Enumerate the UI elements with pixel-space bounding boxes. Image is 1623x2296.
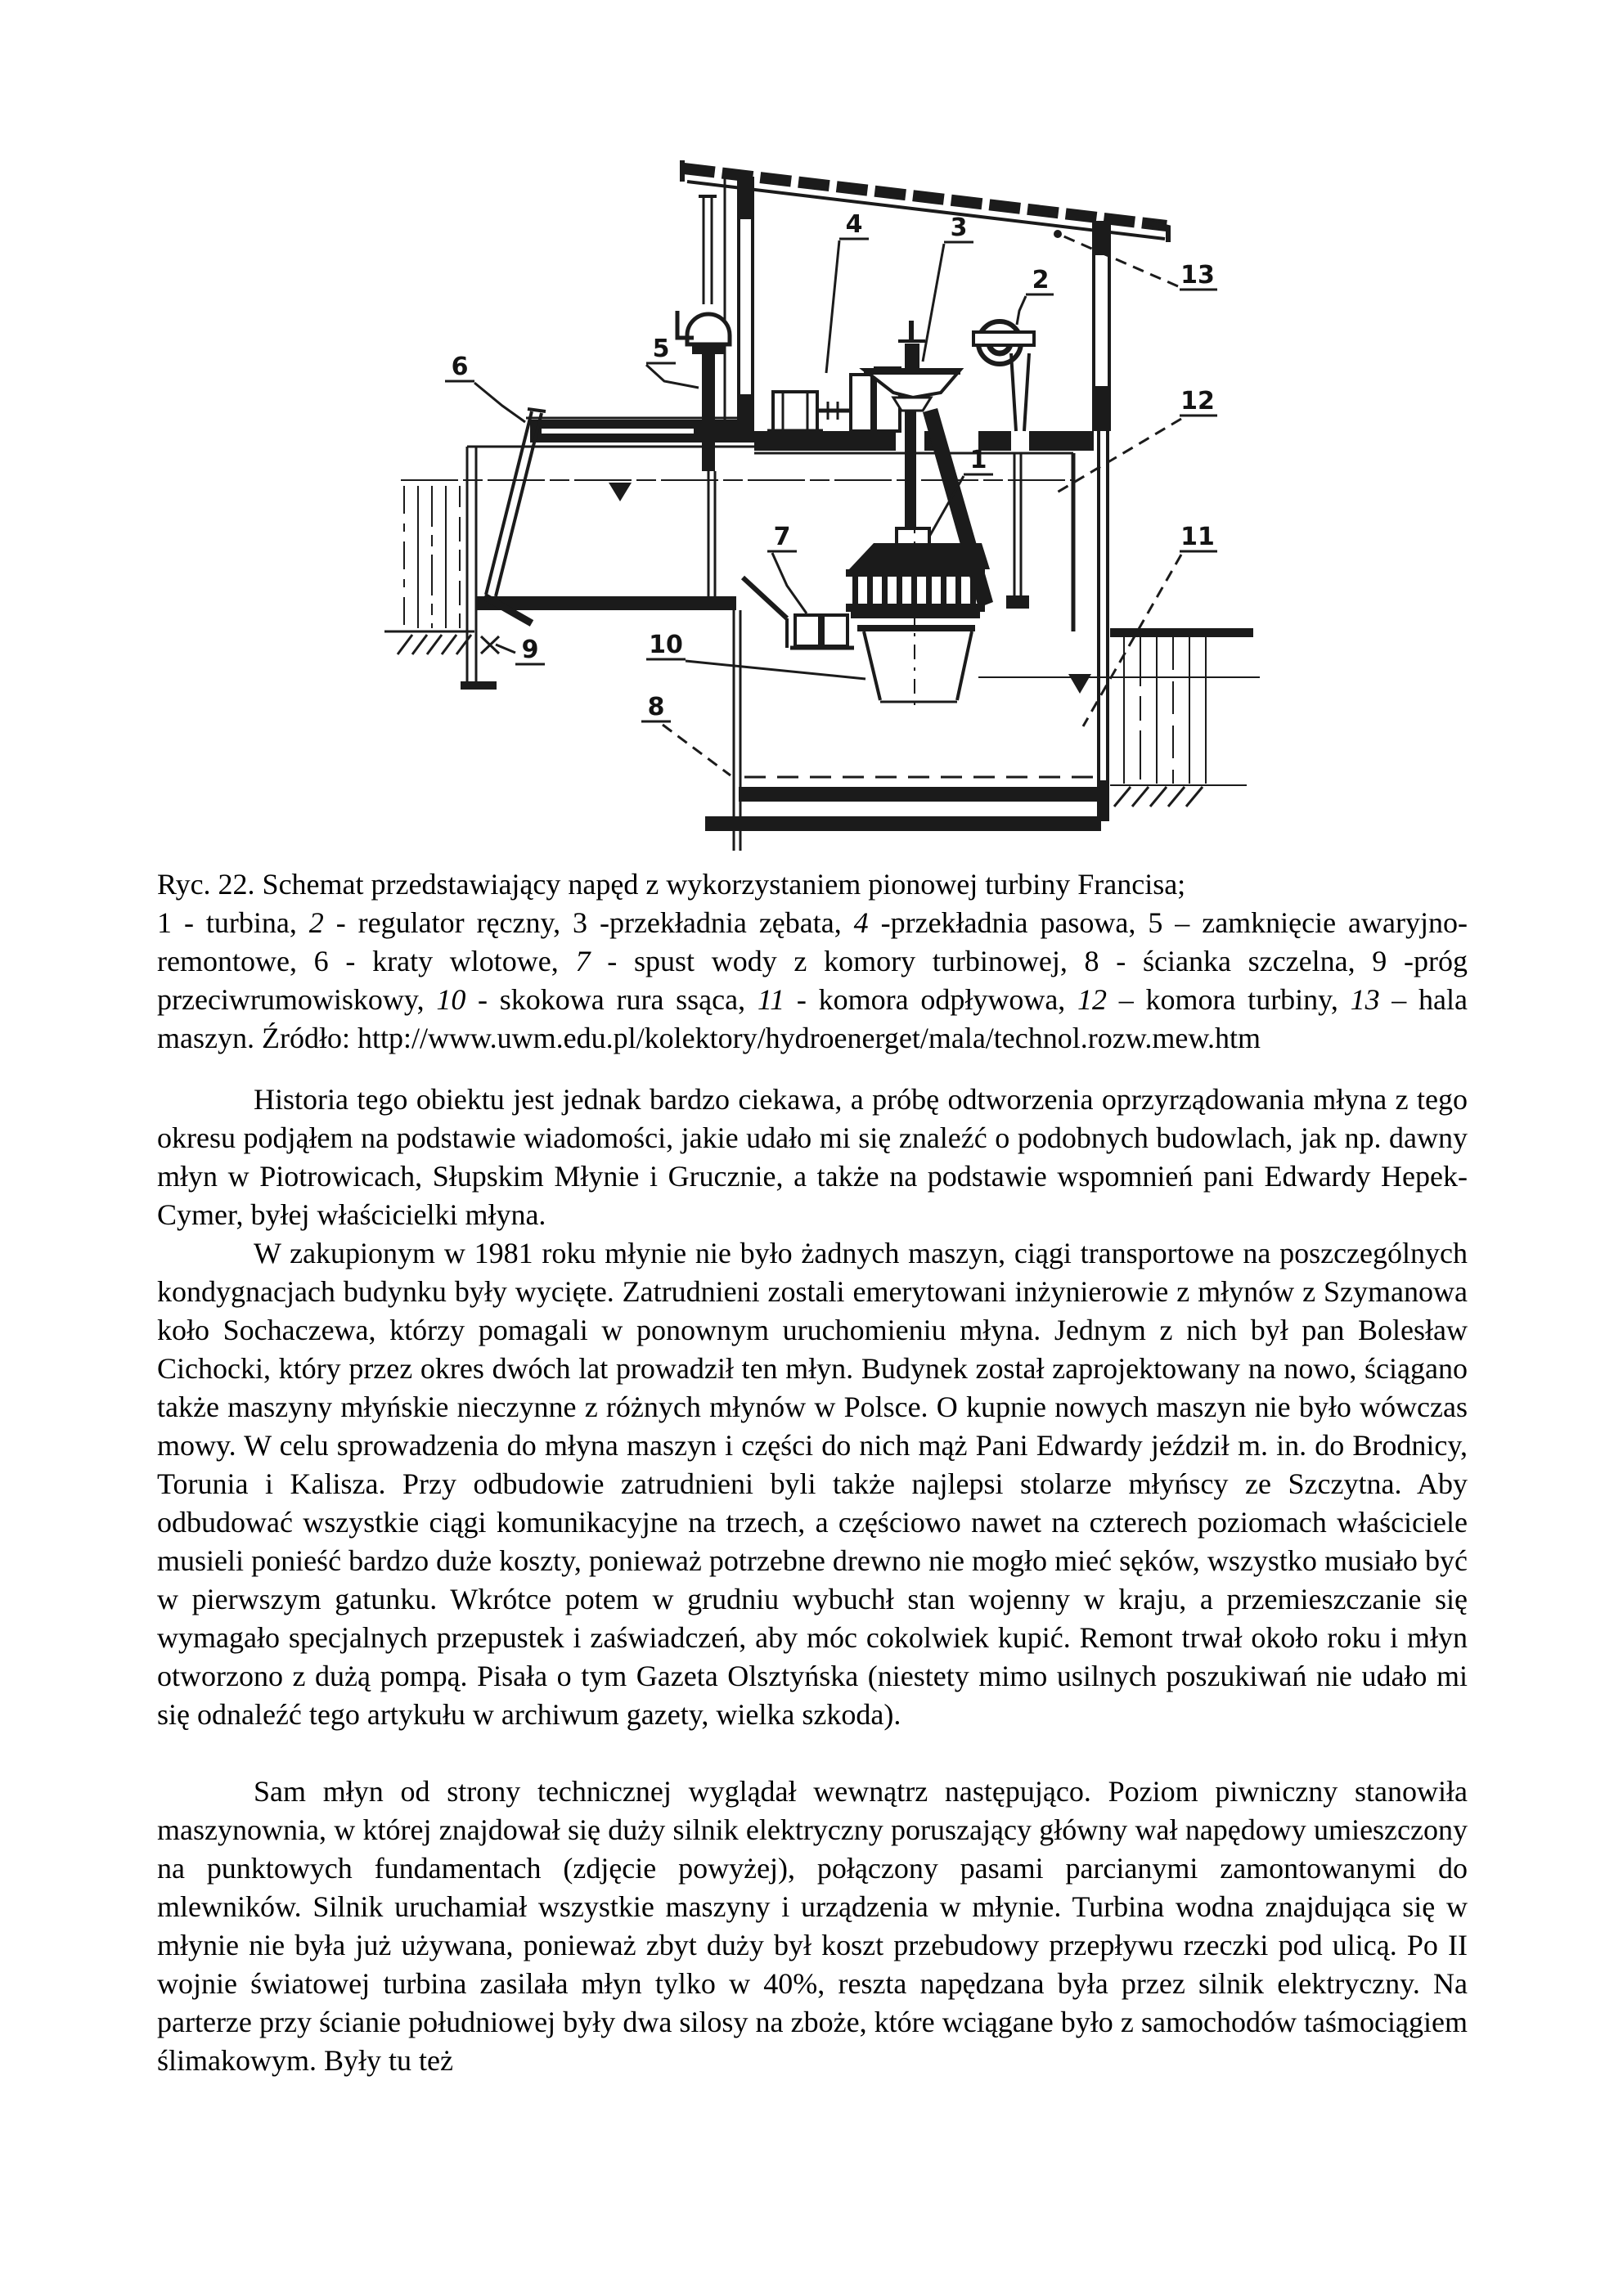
trash-rack xyxy=(486,411,532,595)
paragraph-history: Historia tego obiektu jest jednak bardzo ciekawa, a próbę odtworzenia oprzyrządowania młyna z tego okresu podjąłem na podstawie wiadomości, jakie udało mi się znaleźć o podobnych budowlach, jak np. dawny młyn w Piotrowicach, Słupskim Młynie i Grucznie, a także na podstawie wspomnień pani Edwardy Hepek-Cymer, byłej właścicielki młyna. xyxy=(157,1083,1468,1231)
electric-motor xyxy=(773,392,817,431)
legend-segment: - skokowa rura ssąca, xyxy=(465,983,758,1016)
foundation-slab xyxy=(705,816,1101,831)
hall-floor xyxy=(1029,431,1094,451)
callout-6: 6 xyxy=(451,353,469,381)
wall-joint xyxy=(738,178,753,219)
regulator-column xyxy=(1024,353,1029,431)
trash-rack xyxy=(496,413,542,596)
callout-1: 1 xyxy=(969,446,987,474)
callout-3: 3 xyxy=(950,213,968,242)
legend-segment: 2 xyxy=(308,906,324,939)
text-column xyxy=(157,865,1468,2080)
callout-12: 12 xyxy=(1180,387,1215,416)
runner-band xyxy=(857,625,975,631)
draft-tube-wall xyxy=(957,631,972,700)
legend-segment: – komora turbiny, xyxy=(1107,983,1351,1016)
trash-rack-cap xyxy=(528,409,546,411)
regulator-column xyxy=(1011,353,1016,431)
legend-segment: 10 xyxy=(436,983,466,1016)
legend-segment: 12 xyxy=(1077,983,1108,1016)
legend-segment: 4 xyxy=(853,906,869,939)
upstream-level-marker xyxy=(609,483,632,501)
draft-tube-wall xyxy=(864,631,880,700)
figure-caption xyxy=(157,865,1468,1058)
downstream-level-marker xyxy=(1068,674,1091,694)
legend-segment: -przekładnia pasowa, 5 – zamknięcie awaryjno-remontowe, 6 - kraty wlotowe, xyxy=(157,906,1468,977)
bevel-gear-hub xyxy=(905,344,919,370)
figure-turbine-schematic xyxy=(352,123,1301,851)
intake-floor xyxy=(476,596,736,610)
figure-callouts xyxy=(445,210,1217,775)
callout-13: 13 xyxy=(1180,261,1215,290)
turbine-schematic-svg xyxy=(352,123,1301,851)
callout-2: 2 xyxy=(1032,266,1050,294)
legend-segment: - spust wody z komory turbinowej, 8 - ścianka szczelna, 9 -próg przeciwrumowiskowy, xyxy=(157,945,1468,1016)
guide-ring-top xyxy=(846,569,985,577)
paragraph-reconstruction: W zakupionym w 1981 roku młynie nie było żadnych maszyn, ciągi transportowe na poszczególnych kondygnacjach budynku były wycięte. Zatrudnieni zostali emerytowani inżynierowie z młynów z Szymanowa koło Sochaczewa, którzy pomagali w ponownym uruchomieniu młyna. Jednym z nich był pan Bolesław Cichocki, który przez okres dwóch lat prowadził ten młyn. Budynek został zaprojektowany na nowo, ściągano także maszyny młyńskie nieczynne z różnych młynów w Polsce. O kupnie nowych maszyn nie było wówczas mowy. W celu sprowadzenia do młyna maszyn i części do nich mąż Pani Edwardy jeździł m. in. do Brodnicy, Torunia i Kalisza. Przy odbudowie zatrudnieni byli także najlepsi stolarze młyńscy ze Szczytna. Aby odbudować wszystkie ciągi komunikacyjne na trzech, a częściowo nawet na czterech poziomach właściciele musieli ponieść bardzo duże koszty, ponieważ potrzebne drewno nie mogło mieć sęków, wszystko musiało być w pierwszym gatunku. Wkrótce potem w grudniu wybuchł stan wojenny w kraju, a przemieszczanie się wymagało specjalnych przepustek i zaświadczeń, aby móc cokolwiek kupić. Remont trwał około roku i młyn otworzono z dużą pompą. Pisała o tym Gazeta Olsztyńska (niestety mimo usilnych poszukiwań nie udało mi się odnaleźć tego artykułu w archiwum gazety, wielka szkoda). xyxy=(157,1237,1468,1731)
callout-7: 7 xyxy=(773,523,791,551)
callout-5: 5 xyxy=(652,335,670,363)
turbine-head-cover xyxy=(849,543,990,569)
legend-segment: - komora odpływowa, xyxy=(785,983,1078,1016)
callout-11: 11 xyxy=(1180,523,1215,551)
roof-line xyxy=(684,168,1167,226)
intake-cover-stripe xyxy=(542,429,694,434)
drain-block xyxy=(795,615,820,646)
legend-segment-source: – hala maszyn. Źródło: http://www.uwm.edu.pl/kolektory/hydroenerget/mala/technol.rozw.mew.htm xyxy=(157,983,1468,1054)
callout-4: 4 xyxy=(845,210,863,239)
right-bank-hatch xyxy=(1110,637,1247,807)
figure-caption-legend xyxy=(157,904,1468,1058)
wall-joint xyxy=(1093,386,1110,431)
spindle-nut xyxy=(692,344,725,354)
callout-9: 9 xyxy=(521,636,539,664)
drain-block xyxy=(823,615,847,646)
belt-drive-pulley xyxy=(851,375,872,431)
threshold-base xyxy=(461,681,497,690)
wall-joint xyxy=(1093,221,1110,255)
legend-segment: 7 xyxy=(575,945,591,977)
rod-foot xyxy=(1006,595,1029,609)
legend-segment: 13 xyxy=(1350,983,1380,1016)
legend-segment: - regulator ręczny, 3 -przekładnia zębata, xyxy=(323,906,854,939)
paragraph-technical: Sam młyn od strony technicznej wyglądał wewnątrz następująco. Poziom piwniczny stanowiła maszynownia, w której znajdował się duży silnik elektryczny poruszający główny wał napędowy umieszczony na punktowych fundamentach (zdjęcie powyżej), połączony pasami parcianymi zamontowanymi do mlewników. Silnik uruchamiał wszystkie maszyny i urządzenia w młynie. Turbina wodna znajdująca się w młynie nie była już używana, ponieważ zbyt duży był koszt przebudowy przepływu rzeczki pod ulicą. Po II wojnie światowej turbina zasilała młyn tylko w 40%, reszta napędzana była przez silnik elektryczny. Na parterze przy ścianie południowej były dwa silosy na zboże, które wciągane było z samochodów taśmociągiem ślimakowym. Były tu też xyxy=(157,1775,1468,2077)
figure-caption-title: Ryc. 22. Schemat przedstawiający napęd z wykorzystaniem pionowej turbiny Francisa; xyxy=(157,868,1186,901)
hall-floor xyxy=(754,431,896,451)
gear-neck xyxy=(893,398,931,411)
upstream-water-hatch xyxy=(404,486,460,628)
regulator-handle-bar xyxy=(973,332,1034,345)
legend-segment: 1 - turbina, xyxy=(157,906,309,939)
outflow-chamber-floor xyxy=(739,787,1104,802)
chamber-step-diagonal xyxy=(743,577,787,618)
ground-hatch-left xyxy=(384,631,474,654)
gate-stem xyxy=(702,354,715,471)
callout-10: 10 xyxy=(649,631,683,659)
callout-8: 8 xyxy=(647,693,665,721)
legend-segment: 11 xyxy=(757,983,785,1016)
right-bank-surface xyxy=(1110,628,1253,637)
